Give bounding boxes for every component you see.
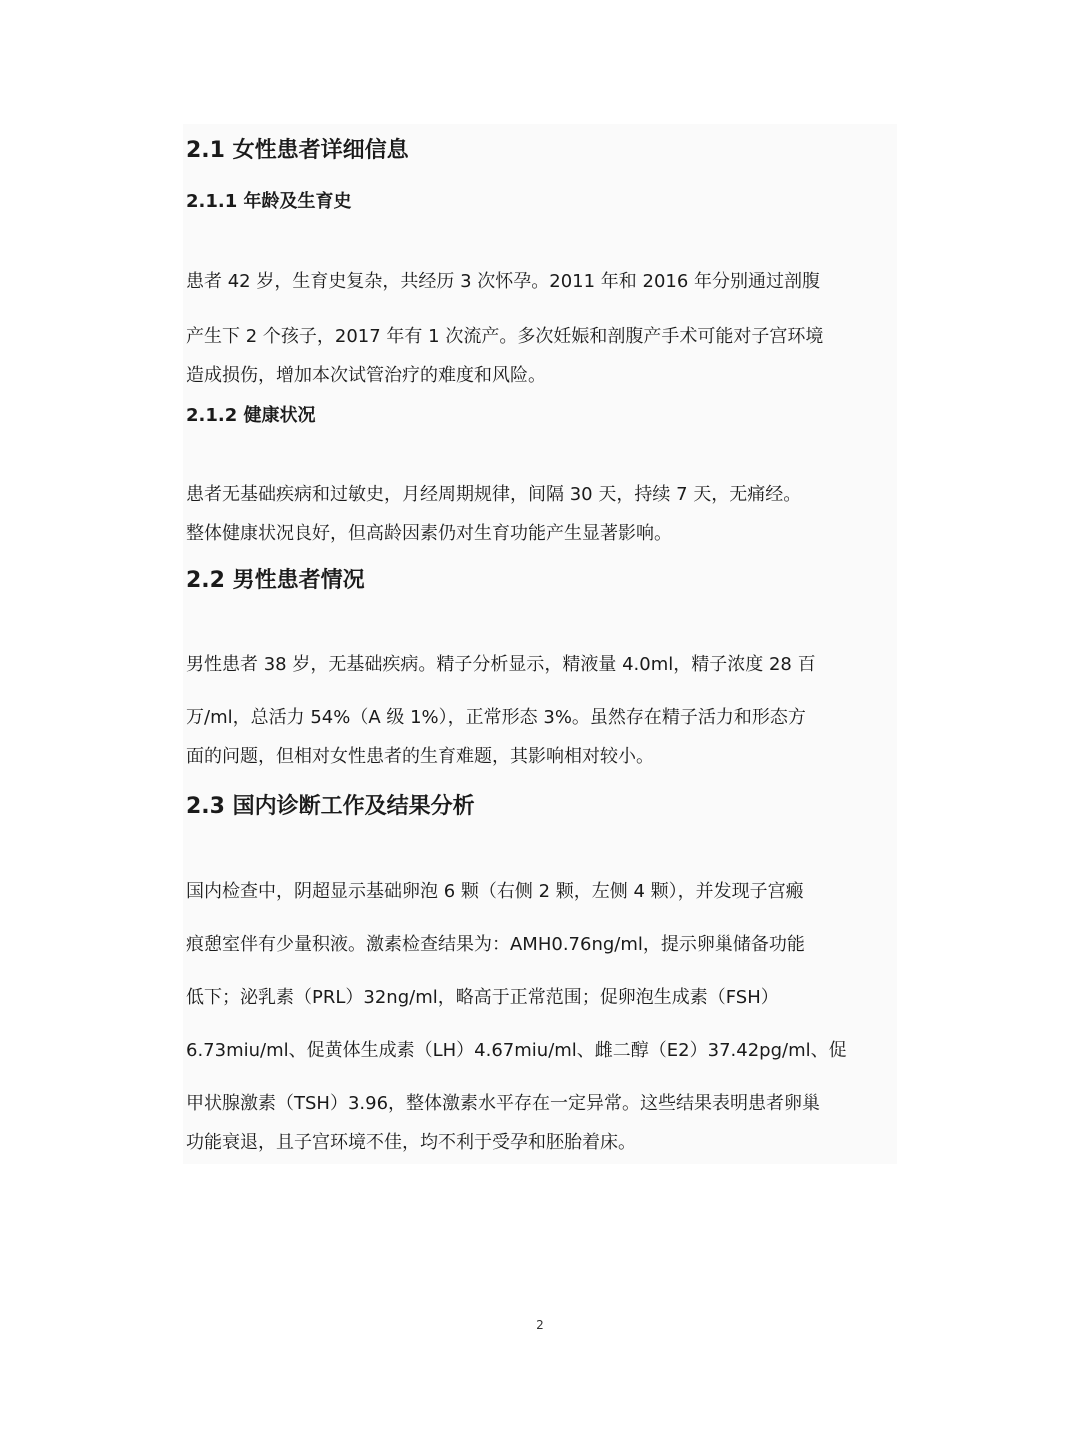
paragraph-line: 万/ml，总活力 54%（A 级 1%），正常形态 3%。虽然存在精子活力和形态方 <box>186 707 806 728</box>
page-number: 2 <box>536 1318 544 1332</box>
paragraph-line: 面的问题，但相对女性患者的生育难题，其影响相对较小。 <box>186 746 654 767</box>
heading-2-3: 2.3 国内诊断工作及结果分析 <box>183 770 897 836</box>
paragraph-line: 低下；泌乳素（PRL）32ng/ml，略高于正常范围；促卵泡生成素（FSH） <box>186 987 779 1008</box>
paragraph-domestic-diagnosis <box>183 879 897 1164</box>
paragraph-line: 产生下 2 个孩子，2017 年有 1 次流产。多次妊娠和剖腹产手术可能对子宫环境 <box>186 326 824 347</box>
paragraph-line: 甲状腺激素（TSH）3.96，整体激素水平存在一定异常。这些结果表明患者卵巢 <box>186 1093 821 1114</box>
heading-2-1: 2.1 女性患者详细信息 <box>183 124 897 178</box>
paragraph-line: 患者无基础疾病和过敏史，月经周期规律，间隔 30 天，持续 7 天，无痛经。 <box>186 484 802 505</box>
paragraph-line: 国内检查中，阴超显示基础卵泡 6 颗（右侧 2 颗，左侧 4 颗），并发现子宫瘢 <box>186 881 804 902</box>
heading-2-1-1: 2.1.1 年龄及生育史 <box>183 178 897 226</box>
paragraph-male-patient <box>183 652 897 770</box>
paragraph-line: 造成损伤，增加本次试管治疗的难度和风险。 <box>186 365 546 386</box>
paragraph-health-status <box>183 482 897 547</box>
heading-2-1-2: 2.1.2 健康状况 <box>183 389 897 439</box>
paragraph-line: 痕憩室伴有少量积液。激素检查结果为：AMH0.76ng/ml，提示卵巢储备功能 <box>186 934 805 955</box>
paragraph-age-history <box>183 269 897 389</box>
heading-2-2: 2.2 男性患者情况 <box>183 547 897 610</box>
paragraph-line: 6.73miu/ml、促黄体生成素（LH）4.67miu/ml、雌二醇（E2）37.42pg/ml、促 <box>186 1040 847 1061</box>
document-content <box>183 124 897 1164</box>
paragraph-line: 功能衰退，且子宫环境不佳，均不利于受孕和胚胎着床。 <box>186 1132 636 1153</box>
paragraph-line: 患者 42 岁，生育史复杂，共经历 3 次怀孕。2011 年和 2016 年分别通过剖腹 <box>186 271 821 292</box>
paragraph-line: 男性患者 38 岁，无基础疾病。精子分析显示，精液量 4.0ml，精子浓度 28 百 <box>186 654 816 675</box>
paragraph-line: 整体健康状况良好，但高龄因素仍对生育功能产生显著影响。 <box>186 523 672 544</box>
